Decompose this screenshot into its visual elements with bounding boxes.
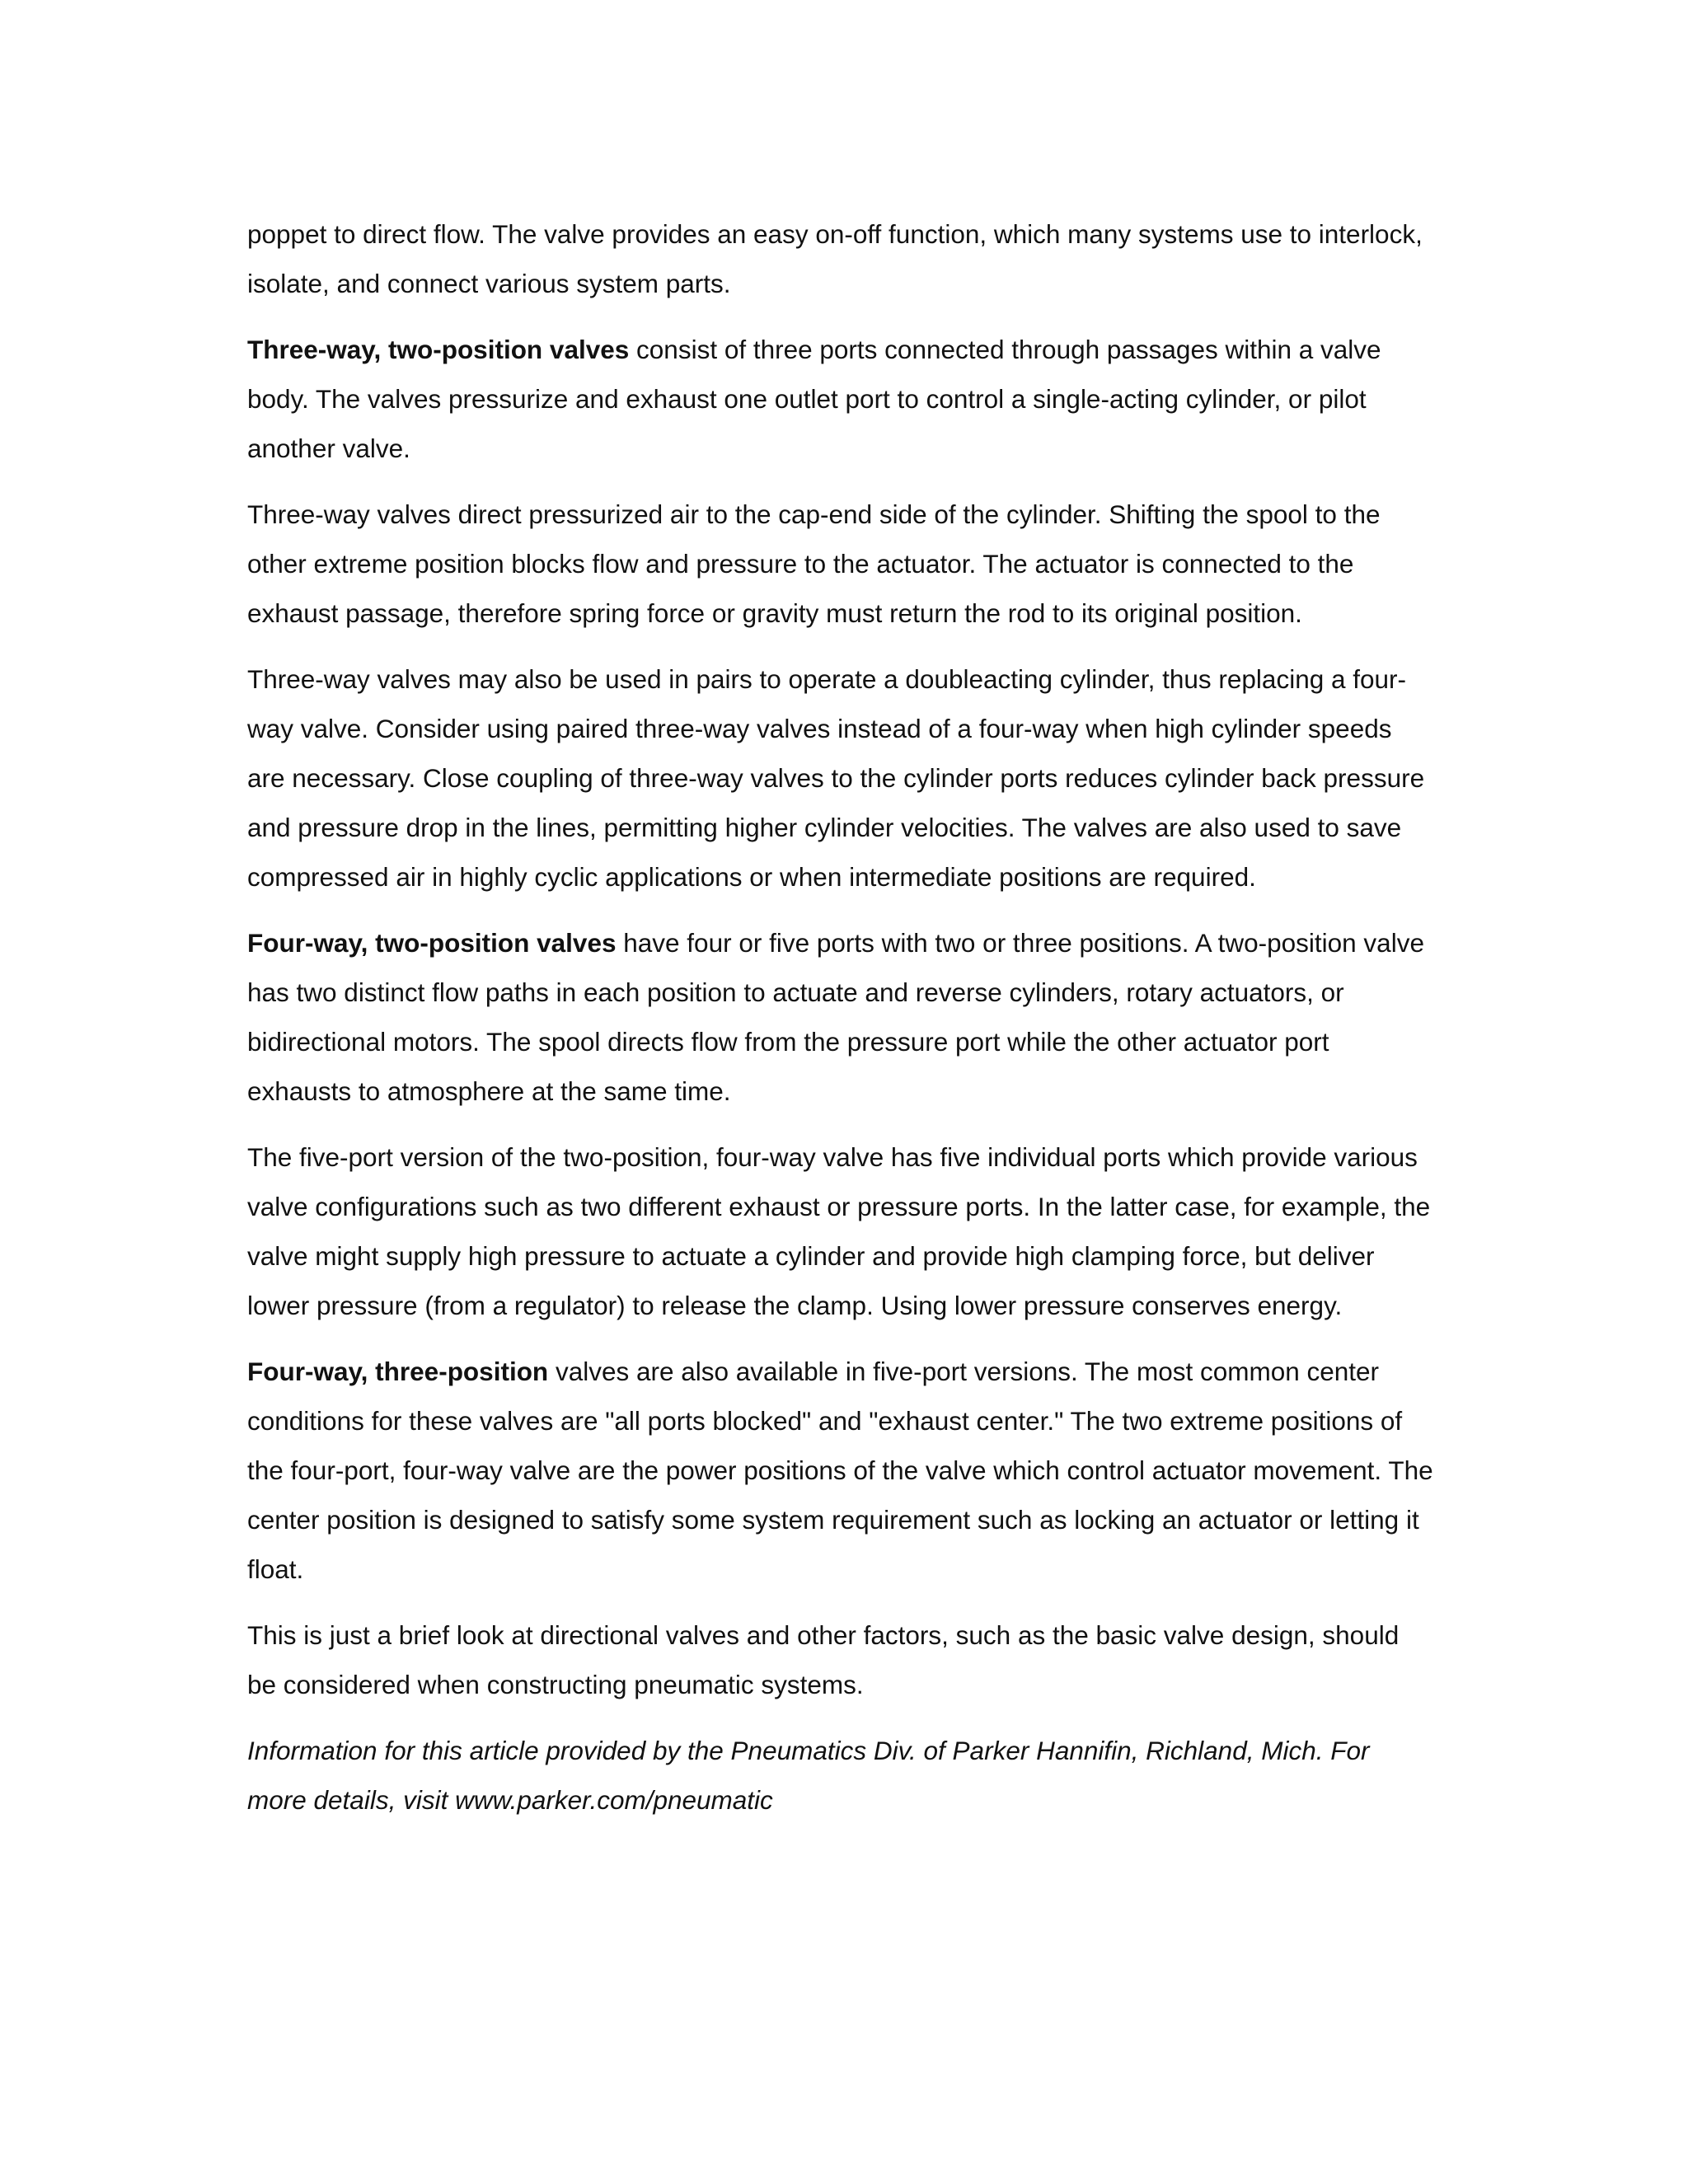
paragraph-text: Three-way valves may also be used in pairs to operate a doubleacting cylinder, thus replacing a four-way valve. Consider using paired three-way valves instead of a four-way when high cylinder speeds are necessary. Close coupling of three-way valves to the cylinder ports reduces cylinder back pressure and pressure drop in the lines, permitting higher cylinder velocities. The valves are also used to save compressed air in highly cyclic applications or when intermediate positions are required.: [247, 664, 1425, 892]
paragraph-poppet-flow: [247, 209, 1434, 308]
paragraph-three-way-two-position: [247, 325, 1434, 473]
paragraph-text: poppet to direct flow. The valve provides an easy on-off function, which many systems use to interlock, isolate, and connect various system parts.: [247, 219, 1423, 298]
article-body: [247, 209, 1434, 1841]
paragraph-text: valves are also available in five-port versions. The most common center conditions for these valves are "all ports blocked" and "exhaust center." The two extreme positions of the four-port, four-way valve are the power positions of the valve which control actuator movement. The center position is designed to satisfy some system requirement such as locking an actuator or letting it float.: [247, 1357, 1433, 1584]
paragraph-lead: Four-way, three-position: [247, 1357, 549, 1386]
paragraph-four-way-three-position: [247, 1347, 1434, 1594]
paragraph-text: have four or five ports with two or three positions. A two-position valve has two distinct flow paths in each position to actuate and reverse cylinders, rotary actuators, or bidirectional motors. The spool directs flow from the pressure port while the other actuator port exhausts to atmosphere at the same time.: [247, 928, 1424, 1106]
paragraph-five-port-version: [247, 1132, 1434, 1330]
paragraph-three-way-cap-end: [247, 490, 1434, 638]
paragraph-text: consist of three ports connected through passages within a valve body. The valves pressurize and exhaust one outlet port to control a single-acting cylinder, or pilot another valve.: [247, 335, 1381, 463]
paragraph-lead: Four-way, two-position valves: [247, 928, 617, 958]
paragraph-text: This is just a brief look at directional valves and other factors, such as the basic valve design, should be considered when constructing pneumatic systems.: [247, 1620, 1400, 1699]
paragraph-brief-look: [247, 1610, 1434, 1709]
paragraph-three-way-pairs: [247, 654, 1434, 902]
paragraph-text: The five-port version of the two-position, four-way valve has five individual ports which provide various valve configurations such as two different exhaust or pressure ports. In the latter case, for example, the valve might supply high pressure to actuate a cylinder and provide high clamping force, but deliver lower pressure (from a regulator) to release the clamp. Using lower pressure conserves energy.: [247, 1142, 1431, 1320]
paragraph-four-way-two-position: [247, 918, 1434, 1116]
article-credit: Information for this article provided by the Pneumatics Div. of Parker Hannifin, Richland, Mich. For more details, visit www.parker.com/pneumatic: [247, 1736, 1370, 1815]
paragraph-text: Three-way valves direct pressurized air to the cap-end side of the cylinder. Shifting the spool to the other extreme position blocks flow and pressure to the actuator. The actuator is connected to the exhaust passage, therefore spring force or gravity must return the rod to its original position.: [247, 499, 1381, 628]
paragraph-lead: Three-way, two-position valves: [247, 335, 630, 364]
